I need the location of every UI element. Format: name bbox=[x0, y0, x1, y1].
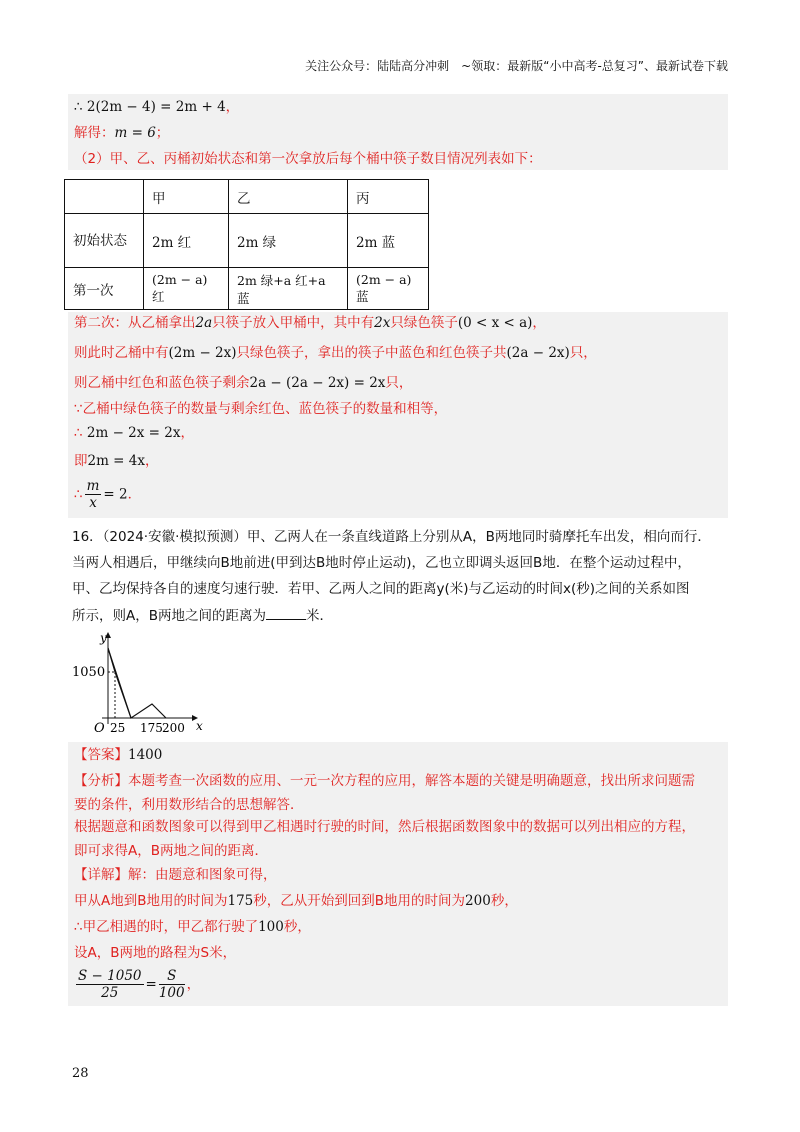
part2-intro: （2）甲、乙、丙桶初始状态和第一次拿放后每个桶中筷子数目情况列表如下： bbox=[74, 151, 542, 167]
text: 只， bbox=[385, 375, 413, 391]
equation: 2(2m − 4) = 2m + 4 bbox=[86, 99, 226, 115]
fraction bbox=[85, 478, 102, 511]
problem-line bbox=[72, 607, 732, 625]
text: 只筷子放入甲桶中，其中有 bbox=[212, 315, 375, 331]
equation-line bbox=[74, 98, 239, 116]
analysis-line: 要的条件，利用数形结合的思想解答． bbox=[74, 797, 304, 813]
table-header-cell: 丙 bbox=[348, 180, 429, 214]
because-line: ∵乙桶中绿色筷子的数量与剩余红色、蓝色筷子的数量和相等， bbox=[74, 401, 448, 417]
solve-line bbox=[74, 124, 169, 142]
x-tick-label: 25 bbox=[110, 721, 126, 735]
solve-equation: m = 6 bbox=[114, 125, 156, 141]
fraction bbox=[159, 968, 185, 1001]
punct: ， bbox=[225, 99, 240, 115]
fraction bbox=[76, 968, 144, 1001]
x-axis-label: x bbox=[196, 719, 203, 733]
text: 则乙桶中红色和蓝色筷子剩余 bbox=[74, 375, 250, 391]
math: 2a − (2a − 2x) = 2x bbox=[249, 375, 386, 391]
text: 只绿色筷子 bbox=[390, 315, 458, 331]
analysis-line: 根据题意和函数图象可以得到甲乙相遇时行驶的时间，然后根据函数图象中的数据可以列出相应的方程， bbox=[74, 819, 695, 835]
denominator: x bbox=[89, 495, 97, 511]
text: 甲从A地到B地用的时间为 bbox=[74, 893, 228, 909]
table-row-label: 第一次 bbox=[65, 268, 144, 310]
table-cell: (2m − a) 红 bbox=[144, 268, 229, 310]
numerator: m bbox=[86, 478, 100, 494]
denominator: 25 bbox=[101, 985, 119, 1001]
text: 解：由题意和图象可得， bbox=[128, 867, 277, 883]
table-header-cell: 乙 bbox=[229, 180, 348, 214]
x-tick-label: 175 bbox=[140, 721, 163, 735]
therefore-line bbox=[74, 424, 194, 442]
math: 2m − 2x = 2x bbox=[86, 425, 181, 441]
page-header: 关注公众号：陆陆高分冲刺 ~领取：最新版“小中高考-总复习”、最新试卷下载 bbox=[305, 59, 728, 73]
detail-label: 【详解】 bbox=[74, 867, 128, 883]
therefore-symbol: ∴ bbox=[74, 99, 87, 115]
table-cell: 2m 绿+a 红+a 蓝 bbox=[229, 268, 348, 310]
table-header-cell: 甲 bbox=[144, 180, 229, 214]
answer-value: 1400 bbox=[128, 747, 163, 763]
detail-line bbox=[74, 918, 311, 936]
text: 则此时乙桶中有 bbox=[74, 345, 169, 361]
math: (2m − 2x) bbox=[168, 345, 237, 361]
math: 175 bbox=[227, 893, 254, 909]
text: 米． bbox=[306, 608, 333, 624]
y-tick-label: 1050 bbox=[72, 665, 106, 680]
solve-label: 解得： bbox=[74, 125, 115, 141]
punct: ； bbox=[155, 125, 170, 141]
second-move-line bbox=[74, 314, 546, 332]
numerator: S − 1050 bbox=[78, 968, 142, 984]
problem-line: 当两人相遇后，甲继续向B地前进(甲到达B地时停止运动)，乙也立即调头返回B地．在整个运动过程中， bbox=[72, 555, 691, 571]
math: (0 < x < a) bbox=[457, 315, 533, 331]
answer-label: 【答案】 bbox=[74, 747, 128, 763]
text: 秒， bbox=[490, 893, 518, 909]
math: (2a − 2x) bbox=[506, 345, 570, 361]
analysis-line: 即可求得A，B两地之间的距离． bbox=[74, 843, 268, 859]
math: = 2 bbox=[103, 486, 128, 503]
math: 100 bbox=[258, 919, 284, 935]
numerator: S bbox=[159, 968, 185, 985]
text: 所示，则A，B两地之间的距离为 bbox=[72, 608, 266, 624]
table-cell: 2m 绿 bbox=[229, 214, 348, 268]
table-cell: 2m 蓝 bbox=[348, 214, 429, 268]
that-is-line bbox=[74, 452, 159, 470]
text: 只绿色筷子，拿出的筷子中蓝色和红色筷子共 bbox=[236, 345, 507, 361]
text: 秒， bbox=[283, 919, 311, 935]
text: ∴甲乙相遇的时，甲乙都行驶了 bbox=[74, 919, 259, 935]
solution-block-2 bbox=[68, 312, 728, 518]
page-number: 28 bbox=[72, 1066, 89, 1081]
bucket-table bbox=[64, 179, 429, 310]
detail-line bbox=[74, 866, 277, 884]
text: 第二次：从乙桶拿出 bbox=[74, 315, 196, 331]
problem-line: 16．（2024·安徽·模拟预测）甲、乙两人在一条直线道路上分别从A，B两地同时骑摩托车出发，相向而行． bbox=[72, 529, 711, 545]
x-tick-label: 200 bbox=[162, 721, 185, 735]
text: 只， bbox=[569, 345, 597, 361]
remaining-line bbox=[74, 374, 412, 392]
green-count-line bbox=[74, 344, 597, 362]
distance-time-graph bbox=[68, 628, 208, 736]
equation-line: $\frac{S - 1050}{25}$ = $\frac{S}{100}$ ， bbox=[78, 968, 201, 1001]
text: 即 bbox=[74, 453, 88, 469]
math: 2m = 4x bbox=[87, 453, 145, 469]
answer-block bbox=[68, 742, 728, 1006]
table-cell: (2m − a) 蓝 bbox=[348, 268, 429, 310]
table-cell: 2m 红 bbox=[144, 214, 229, 268]
ratio-line bbox=[74, 478, 141, 511]
text: ， bbox=[145, 453, 159, 469]
math: 2x bbox=[374, 315, 391, 331]
table-header-row bbox=[65, 180, 429, 214]
denominator: 100 bbox=[158, 985, 185, 1001]
analysis-label: 【分析】 bbox=[74, 773, 128, 789]
therefore-symbol: ∴ bbox=[74, 425, 87, 441]
text: ， bbox=[532, 315, 546, 331]
detail-line: 设A，B两地的路程为S米， bbox=[74, 945, 237, 961]
analysis-line bbox=[74, 772, 695, 790]
y-axis-label: y bbox=[100, 631, 107, 645]
answer-line bbox=[74, 746, 162, 764]
graph-segment bbox=[108, 648, 131, 718]
text: 本题考查一次函数的应用、一元一次方程的应用，解答本题的关键是明确题意，找出所求问题需 bbox=[128, 773, 695, 789]
table-row-label: 初始状态 bbox=[65, 214, 144, 268]
table-row bbox=[65, 268, 429, 310]
math: 2a bbox=[195, 315, 213, 331]
text: 秒，乙从开始到回到B地用的时间为 bbox=[253, 893, 466, 909]
detail-line bbox=[74, 892, 518, 910]
math: 200 bbox=[465, 893, 491, 909]
origin-label: O bbox=[94, 721, 105, 736]
answer-blank bbox=[266, 607, 306, 620]
text: ． bbox=[127, 486, 142, 503]
text: ， bbox=[180, 425, 194, 441]
problem-line: 甲、乙均保持各自的速度匀速行驶．若甲、乙两人之间的距离y(米)与乙运动的时间x(秒)之间的关系如图 bbox=[72, 581, 690, 597]
table-row bbox=[65, 214, 429, 268]
text: ， bbox=[186, 976, 201, 993]
solution-block-1 bbox=[68, 94, 728, 170]
graph-line bbox=[108, 648, 166, 718]
therefore-symbol: ∴ bbox=[74, 486, 83, 503]
table-header-cell bbox=[65, 180, 144, 214]
